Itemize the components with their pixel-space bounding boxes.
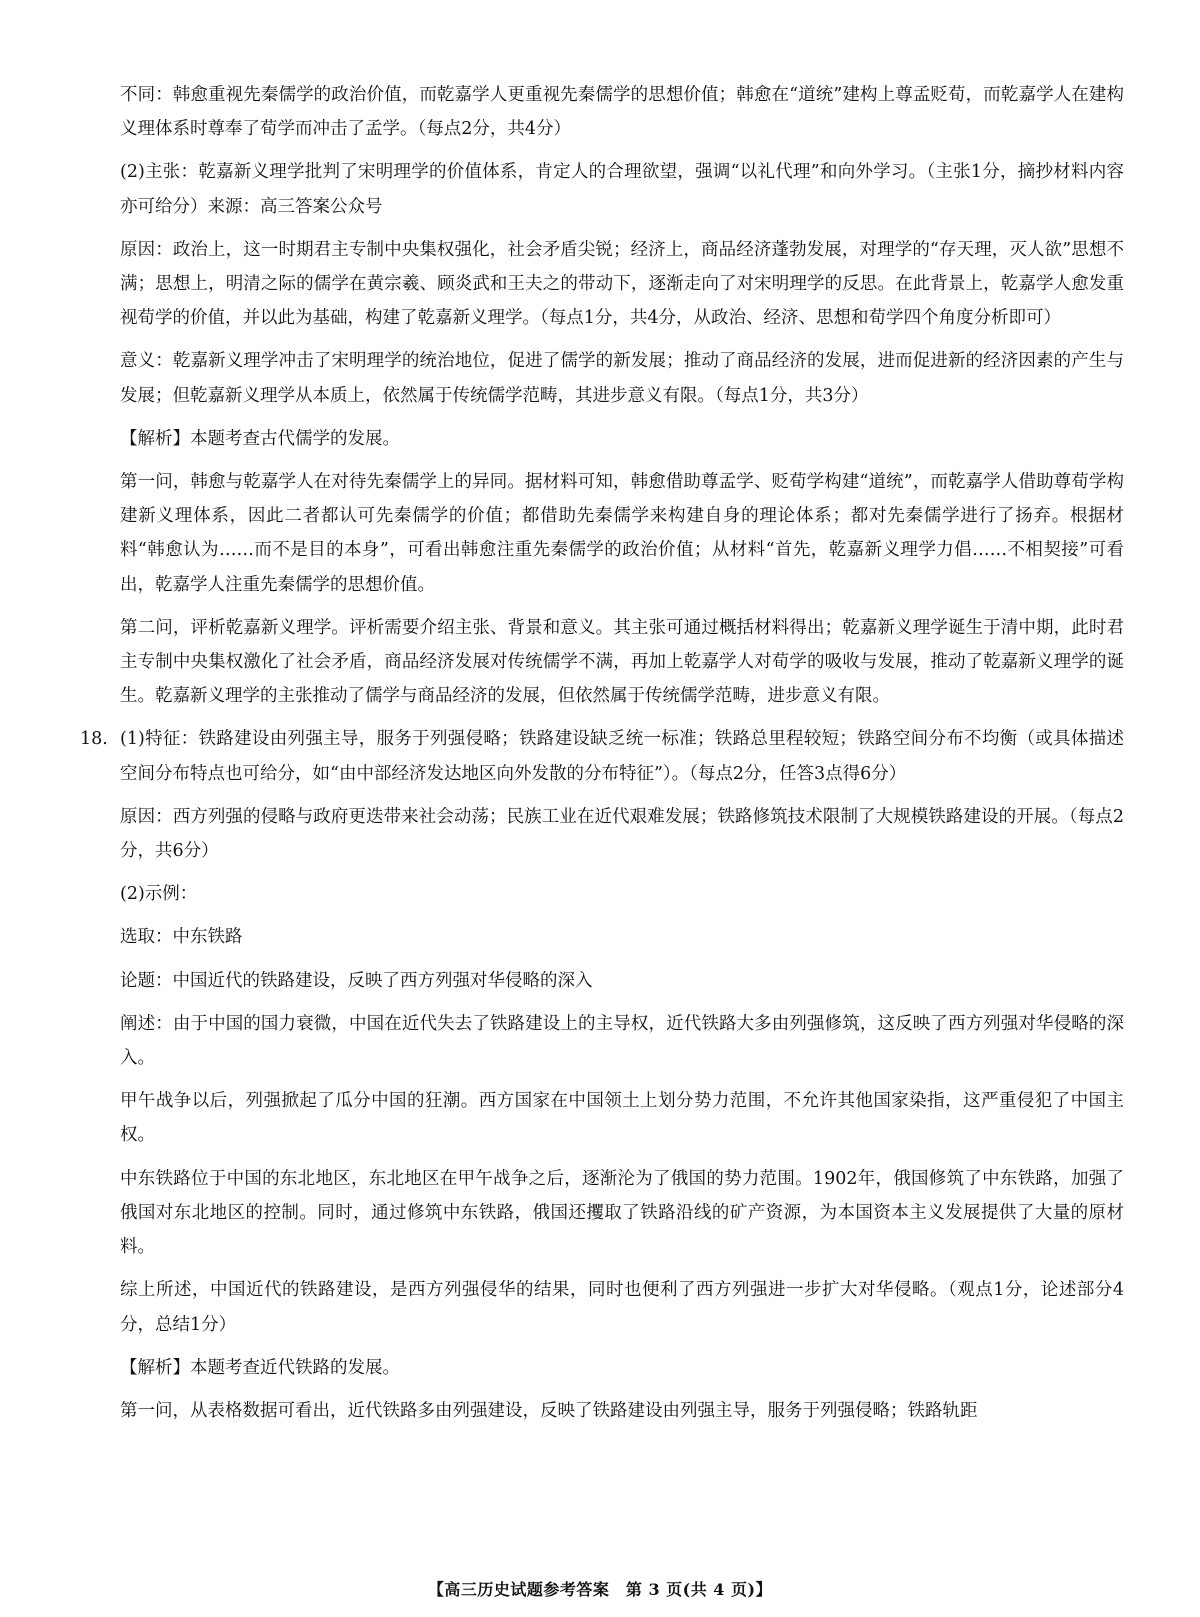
paragraph: 不同：韩愈重视先秦儒学的政治价值，而乾嘉学人更重视先秦儒学的思想价值；韩愈在“道统”建构上尊孟贬荀，而乾嘉学人在建构义理体系时尊奉了荀学而冲击了孟学。（每点2分，共4分）: [120, 85, 1124, 140]
paragraph: 原因：政治上，这一时期君主专制中央集权强化，社会矛盾尖锐；经济上，商品经济蓬勃发展，对理学的“存天理，灭人欲”思想不满；思想上，明清之际的儒学在黄宗羲、顾炎武和王夫之的带动下，逐渐走向了对宋明理学的反思。在此背景上，乾嘉学人愈发重视荀学的价值，并以此为基础，构建了乾嘉新义理学。（每点1分，共4分，从政治、经济、思想和荀学四个角度分析即可）: [120, 239, 1124, 329]
analysis-heading: 【解析】本题考查古代儒学的发展。: [120, 428, 400, 449]
paragraph: (2)示例：: [120, 884, 198, 905]
paragraph: 意义：乾嘉新义理学冲击了宋明理学的统治地位，促进了儒学的新发展；推动了商品经济的发展，进而促进新的经济因素的产生与发展；但乾嘉新义理学从本质上，依然属于传统儒学范畴，其进步意义有限。（每点1分，共3分）: [120, 351, 1124, 406]
paragraph: (2)主张：乾嘉新义理学批判了宋明理学的价值体系，肯定人的合理欲望，强调“以礼代理”和向外学习。（主张1分，摘抄材料内容亦可给分）来源：高三答案公众号: [120, 162, 1124, 217]
analysis-heading: 【解析】本题考查近代铁路的发展。: [120, 1357, 400, 1378]
paragraph: 论题：中国近代的铁路建设，反映了西方列强对华侵略的深入: [120, 970, 593, 991]
paragraph: 阐述：由于中国的国力衰微，中国在近代失去了铁路建设上的主导权，近代铁路大多由列强修筑，这反映了西方列强对华侵略的深入。: [120, 1013, 1124, 1069]
paragraph: (1)特征：铁路建设由列强主导，服务于列强侵略；铁路建设缺乏统一标准；铁路总里程较短；铁路空间分布不均衡（或具体描述空间分布特点也可给分，如“由中部经济发达地区向外发散的分布特征”）。（每点2分，任答3点得6分）: [120, 729, 1124, 784]
paragraph: 第一问，韩愈与乾嘉学人在对待先秦儒学上的异同。据材料可知，韩愈借助尊孟学、贬荀学构建“道统”，而乾嘉学人借助尊荀学构建新义理体系，因此二者都认可先秦儒学的价值；都借助先秦儒学来构建自身的理论体系；都对先秦儒学进行了扬弃。根据材料“韩愈认为……而不是目的本身”，可看出韩愈注重先秦儒学的政治价值；从材料“首先，乾嘉新义理学力倡……不相契接”可看出，乾嘉学人注重先秦儒学的思想价值。: [120, 472, 1124, 595]
paragraph: 选取：中东铁路: [120, 927, 243, 948]
paragraph: 甲午战争以后，列强掀起了瓜分中国的狂潮。西方国家在中国领土上划分势力范围，不允许其他国家染指，这严重侵犯了中国主权。: [120, 1091, 1124, 1146]
paragraph: 中东铁路位于中国的东北地区，东北地区在甲午战争之后，逐渐沦为了俄国的势力范围。1902年，俄国修筑了中东铁路，加强了俄国对东北地区的控制。同时，通过修筑中东铁路，俄国还攫取了铁路沿线的矿产资源，为本国资本主义发展提供了大量的原材料。: [120, 1168, 1124, 1258]
paragraph: 第二问，评析乾嘉新义理学。评析需要介绍主张、背景和意义。其主张可通过概括材料得出；乾嘉新义理学诞生于清中期，此时君主专制中央集权激化了社会矛盾，商品经济发展对传统儒学不满，再加上乾嘉学人对荀学的吸收与发展，推动了乾嘉新义理学的诞生。乾嘉新义理学的主张推动了儒学与商品经济的发展，但依然属于传统儒学范畴，进步意义有限。: [120, 617, 1124, 707]
paragraph: 综上所述，中国近代的铁路建设，是西方列强侵华的结果，同时也便利了西方列强进一步扩大对华侵略。（观点1分，论述部分4分，总结1分）: [120, 1280, 1124, 1335]
paragraph: 原因：西方列强的侵略与政府更迭带来社会动荡；民族工业在近代艰难发展；铁路修筑技术限制了大规模铁路建设的开展。（每点2分，共6分）: [120, 806, 1124, 862]
answer-page-body: [80, 78, 1124, 1428]
question-18: [80, 722, 1124, 790]
paragraph: 第一问，从表格数据可看出，近代铁路多由列强建设，反映了铁路建设由列强主导，服务于列强侵略；铁路轨距: [120, 1400, 978, 1421]
question-number: 18.: [80, 729, 108, 750]
page-footer: 【高三历史试题参考答案 第 3 页(共 4 页)】: [427, 1580, 773, 1599]
